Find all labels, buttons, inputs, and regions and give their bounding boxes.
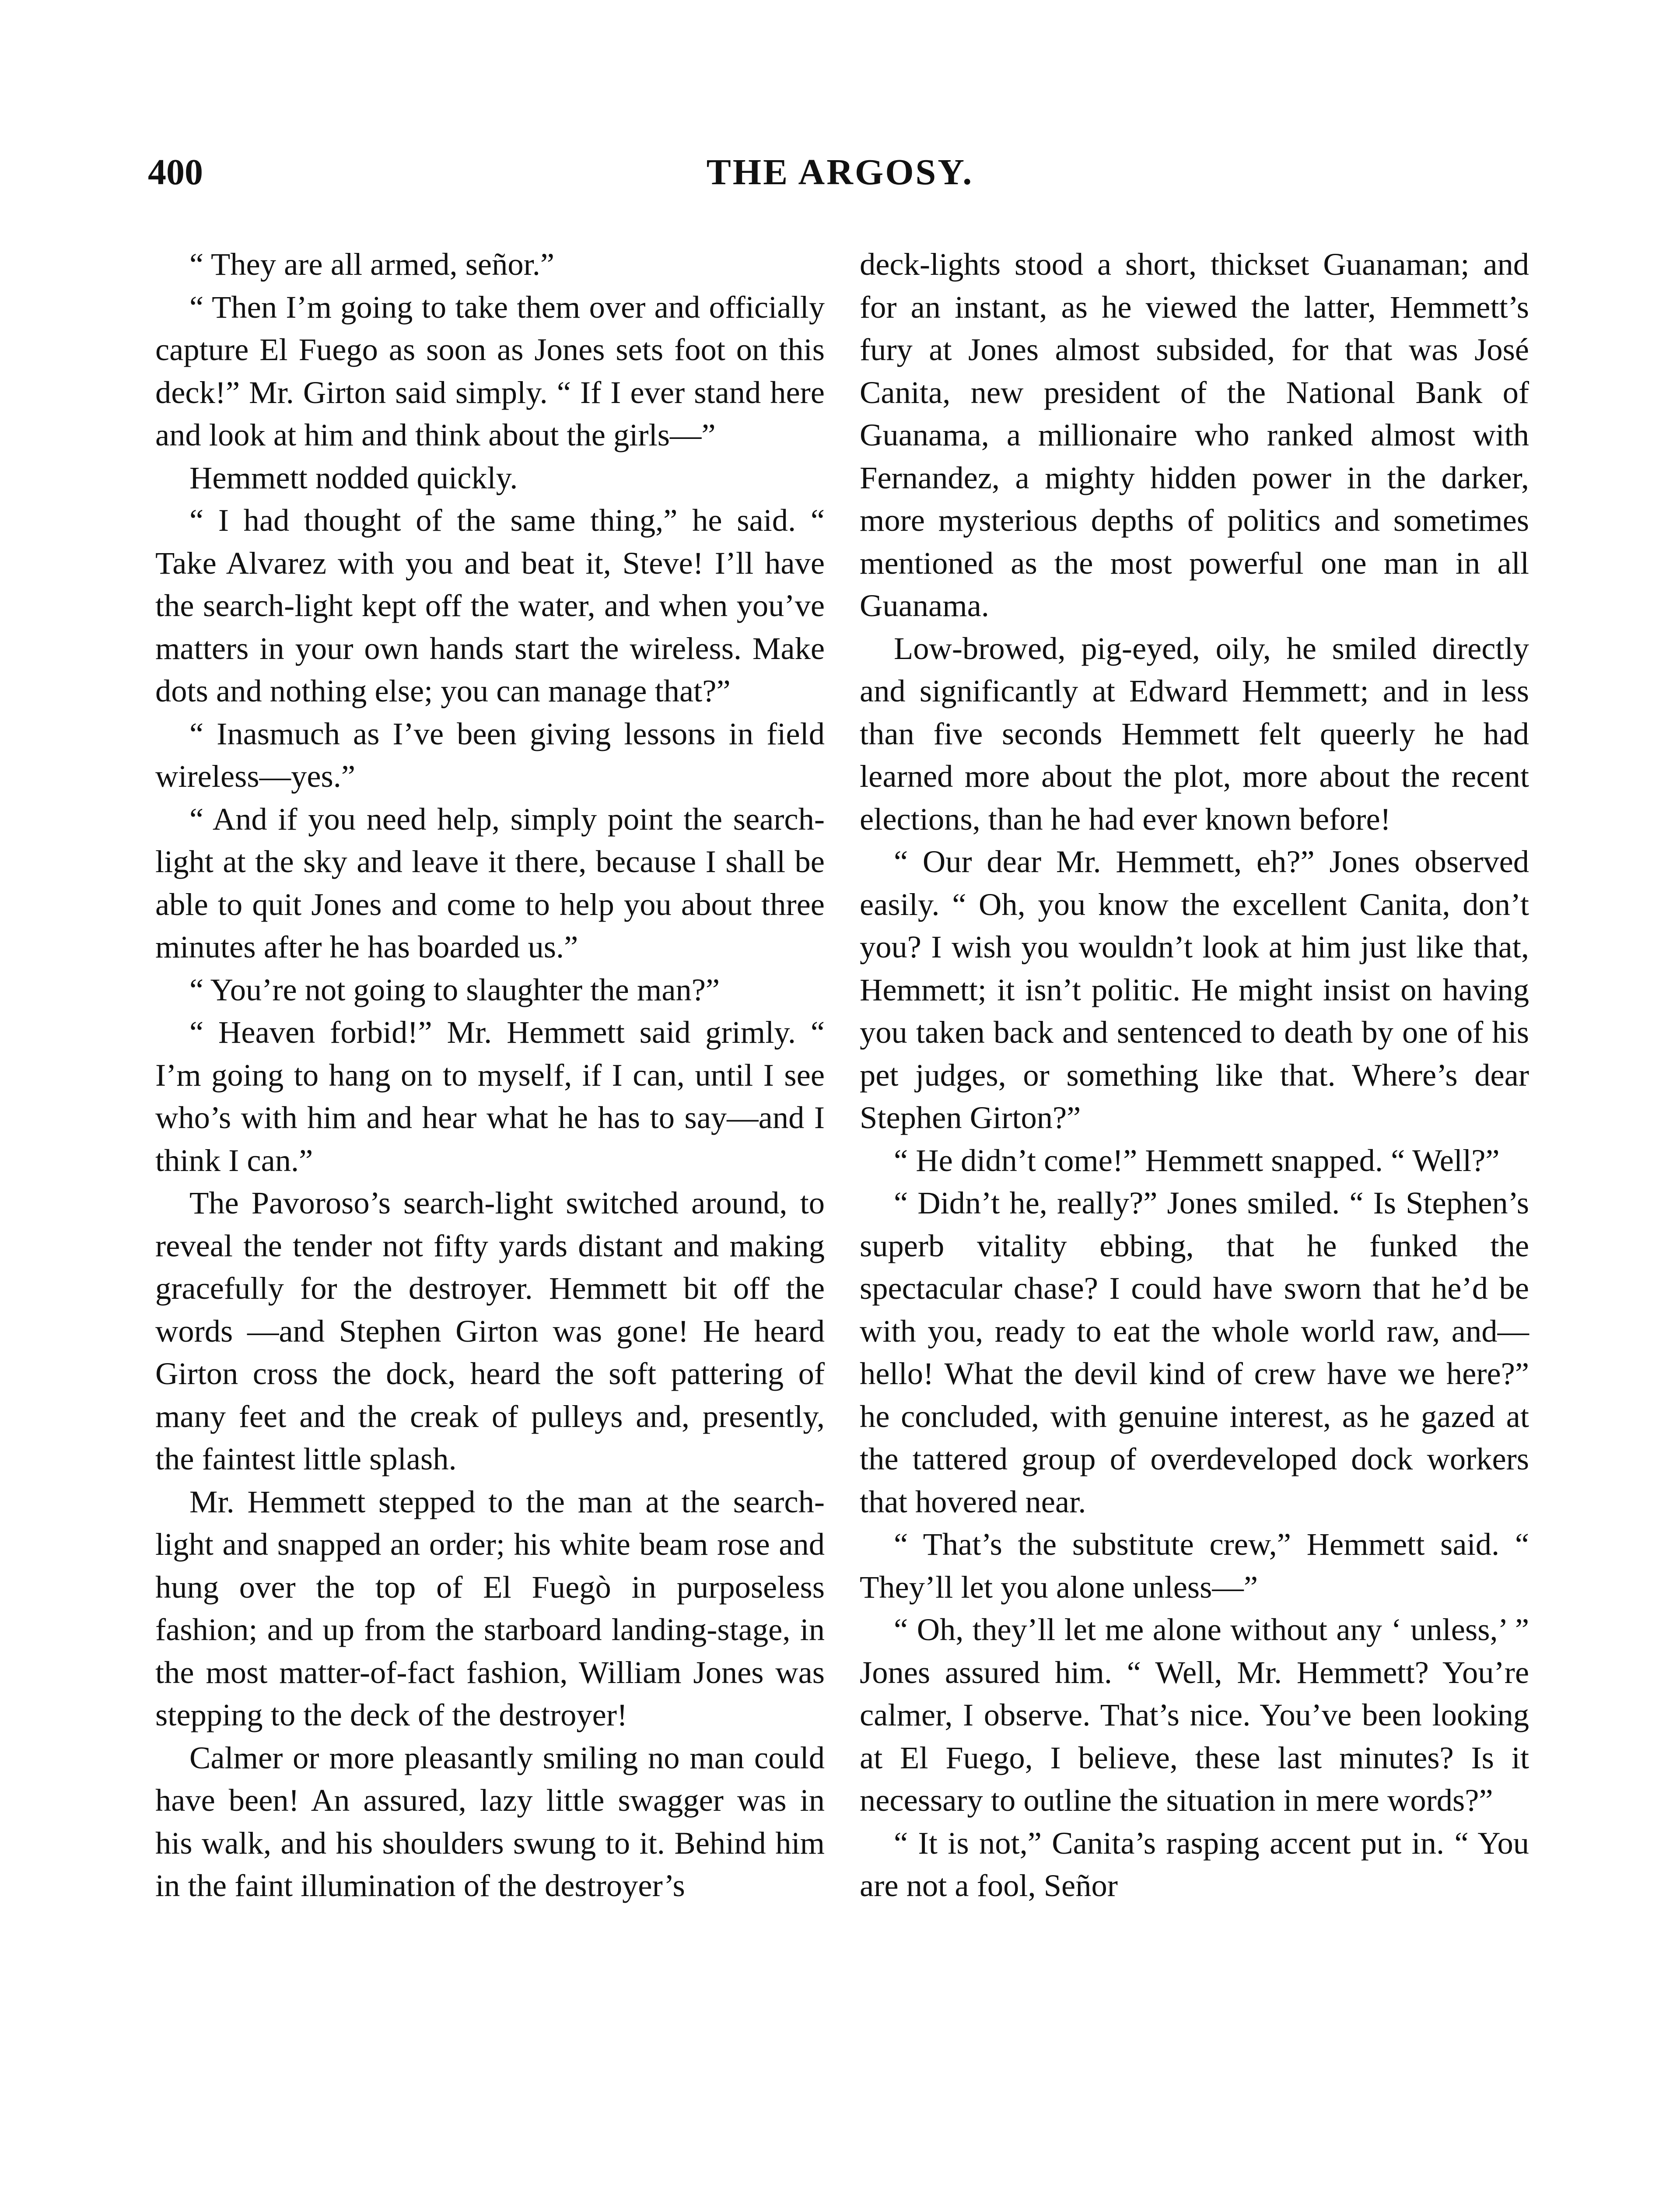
paragraph-continuation: deck-lights stood a short, thickset Guanaman; and for an instant, as he viewed the latter, Hemmett’s fury at Jones almost subsided, for that was José Canita, new president of the National Bank of Guanama, a millionaire who ranked almost with Fernandez, a mighty hidden power in the darker, more mysterious depths of politics and sometimes mentioned as the most powerful one man in all Guanama.	[860, 246, 1529, 623]
paragraph: “ Heaven forbid!” Mr. Hemmett said grimly. “ I’m going to hang on to myself, if I can, until I see who’s with him and hear what he has to say—and I think I can.”	[155, 1014, 825, 1178]
paragraph: “ I had thought of the same thing,” he said. “ Take Alvarez with you and beat it, Steve! I’ll have the search-light kept off the water, and when you’ve matters in your own hands start the wireless. Make dots and nothing else; you can manage that?”	[155, 502, 825, 708]
paragraph: Low-browed, pig-eyed, oily, he smiled directly and significantly at Edward Hemmett; and in less than five seconds Hemmett felt queerly he had learned more about the plot, more about the recent elections, than he had ever known before!	[860, 630, 1529, 837]
paragraph: “ It is not,” Canita’s rasping accent put in. “ You are not a fool, Señor	[860, 1825, 1529, 1903]
paragraph: Hemmett nodded quickly.	[189, 459, 518, 495]
paragraph: Calmer or more pleasantly smiling no man could have been! An assured, lazy little swagger was in his walk, and his shoulders swung to it. Behind him in the faint illumination of the destroyer’s	[155, 1739, 825, 1903]
paragraph: “ Then I’m going to take them over and officially capture El Fuego as soon as Jones sets foot on this deck!” Mr. Girton said simply. “ If I ever stand here and look at him and think about the girls—”	[155, 289, 825, 452]
paragraph: Mr. Hemmett stepped to the man at the search-light and snapped an order; his white beam rose and hung over the top of El Fuegò in purposeless fashion; and up from the starboard landing-stage, in the most matter-of-fact fashion, William Jones was stepping to the deck of the destroyer!	[155, 1483, 825, 1732]
paragraph: “ He didn’t come!” Hemmett snapped. “ Well?”	[894, 1142, 1500, 1178]
paragraph: “ That’s the substitute crew,” Hemmett said. “ They’ll let you alone unless—”	[860, 1526, 1529, 1605]
paragraph: “ Oh, they’ll let me alone without any ‘ unless,’ ” Jones assured him. “ Well, Mr. Hemmett? You’re calmer, I observe. That’s nice. You’ve been looking at El Fuego, I believe, these last minutes? Is it necessary to outline the situation in mere words?”	[860, 1612, 1529, 1818]
page-number: 400	[148, 152, 203, 193]
running-head: THE ARGOSY.	[706, 152, 974, 193]
paragraph: The Pavoroso’s search-light switched around, to reveal the tender not fifty yards distant and making gracefully for the destroyer. Hemmett bit off the words —and Stephen Girton was gone! He heard Girton cross the dock, heard the soft pattering of many feet and the creak of pulleys and, presently, the faintest little splash.	[155, 1185, 825, 1476]
paragraph: “ They are all armed, señor.”	[189, 246, 555, 282]
paragraph: “ You’re not going to slaughter the man?”	[189, 971, 720, 1007]
paragraph: “ Didn’t he, really?” Jones smiled. “ Is Stephen’s superb vitality ebbing, that he funked the spectacular chase? I could have sworn that he’d be with you, ready to eat the whole world raw, and—hello! What the devil kind of crew have we here?” he concluded, with genuine interest, as he gazed at the tattered group of overdeveloped dock workers that hovered near.	[860, 1185, 1529, 1519]
paragraph: “ Inasmuch as I’ve been giving lessons in field wireless—yes.”	[155, 715, 825, 794]
right-column	[860, 243, 1529, 1907]
paragraph: “ Our dear Mr. Hemmett, eh?” Jones observed easily. “ Oh, you know the excellent Canita, don’t you? I wish you wouldn’t look at him just like that, Hemmett; it isn’t politic. He might insist on having you taken back and sentenced to death by one of his pet judges, or something like that. Where’s dear Stephen Girton?”	[860, 844, 1529, 1135]
paragraph: “ And if you need help, simply point the search-light at the sky and leave it there, because I shall be able to quit Jones and come to help you about three minutes after he has boarded us.”	[155, 801, 825, 964]
left-column	[155, 243, 825, 1907]
